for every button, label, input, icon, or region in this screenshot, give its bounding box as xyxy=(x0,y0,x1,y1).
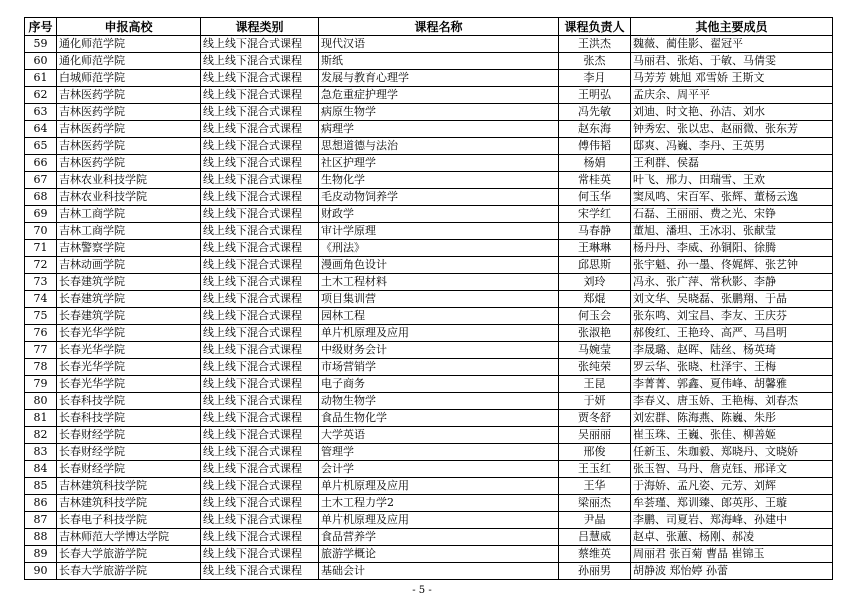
cell-leader: 张杰 xyxy=(559,53,631,70)
cell-school: 长春电子科技学院 xyxy=(57,512,201,529)
cell-category: 线上线下混合式课程 xyxy=(201,104,319,121)
cell-category: 线上线下混合式课程 xyxy=(201,427,319,444)
cell-category: 线上线下混合式课程 xyxy=(201,189,319,206)
table-row xyxy=(25,257,833,274)
cell-course: 《刑法》 xyxy=(319,240,559,257)
cell-leader: 李月 xyxy=(559,70,631,87)
cell-no: 83 xyxy=(25,444,57,461)
cell-category: 线上线下混合式课程 xyxy=(201,410,319,427)
cell-leader: 尹晶 xyxy=(559,512,631,529)
cell-course: 大学英语 xyxy=(319,427,559,444)
cell-course: 单片机原理及应用 xyxy=(319,325,559,342)
cell-leader: 梁丽杰 xyxy=(559,495,631,512)
cell-no: 84 xyxy=(25,461,57,478)
cell-members: 任新玉、朱珈毅、郑晓丹、文晓娇 xyxy=(631,444,833,461)
cell-members: 杨丹丹、李威、孙铜阳、徐腾 xyxy=(631,240,833,257)
table-row xyxy=(25,53,833,70)
cell-course: 病理学 xyxy=(319,121,559,138)
cell-members: 李鹏、司夏岩、郑海峰、孙建中 xyxy=(631,512,833,529)
cell-members: 胡静波 郑怡婷 孙蕾 xyxy=(631,563,833,580)
cell-category: 线上线下混合式课程 xyxy=(201,121,319,138)
cell-leader: 王华 xyxy=(559,478,631,495)
cell-category: 线上线下混合式课程 xyxy=(201,257,319,274)
cell-school: 吉林农业科技学院 xyxy=(57,172,201,189)
table-row xyxy=(25,291,833,308)
cell-course: 现代汉语 xyxy=(319,36,559,53)
cell-category: 线上线下混合式课程 xyxy=(201,87,319,104)
cell-category: 线上线下混合式课程 xyxy=(201,546,319,563)
cell-category: 线上线下混合式课程 xyxy=(201,393,319,410)
table-row xyxy=(25,36,833,53)
cell-course: 病原生物学 xyxy=(319,104,559,121)
cell-leader: 贾冬舒 xyxy=(559,410,631,427)
cell-members: 崔玉珠、王巍、张佳、柳善姬 xyxy=(631,427,833,444)
cell-leader: 王明弘 xyxy=(559,87,631,104)
cell-category: 线上线下混合式课程 xyxy=(201,376,319,393)
cell-leader: 王昆 xyxy=(559,376,631,393)
cell-course: 食品营养学 xyxy=(319,529,559,546)
cell-category: 线上线下混合式课程 xyxy=(201,206,319,223)
cell-leader: 常桂英 xyxy=(559,172,631,189)
cell-school: 长春科技学院 xyxy=(57,393,201,410)
cell-school: 长春财经学院 xyxy=(57,444,201,461)
table-row xyxy=(25,495,833,512)
cell-school: 长春建筑学院 xyxy=(57,308,201,325)
cell-course: 旅游学概论 xyxy=(319,546,559,563)
table-row xyxy=(25,529,833,546)
cell-school: 通化师范学院 xyxy=(57,53,201,70)
table-row xyxy=(25,342,833,359)
cell-no: 61 xyxy=(25,70,57,87)
cell-no: 65 xyxy=(25,138,57,155)
cell-course: 斯纸 xyxy=(319,53,559,70)
cell-members: 牟荟瑾、郑训臻、郎英彤、王璇 xyxy=(631,495,833,512)
cell-members: 刘宏群、陈海燕、陈巍、朱彤 xyxy=(631,410,833,427)
cell-no: 87 xyxy=(25,512,57,529)
cell-leader: 吴丽丽 xyxy=(559,427,631,444)
cell-school: 吉林农业科技学院 xyxy=(57,189,201,206)
cell-category: 线上线下混合式课程 xyxy=(201,529,319,546)
cell-school: 长春光华学院 xyxy=(57,325,201,342)
cell-category: 线上线下混合式课程 xyxy=(201,155,319,172)
cell-school: 吉林建筑科技学院 xyxy=(57,495,201,512)
cell-no: 80 xyxy=(25,393,57,410)
cell-course: 中级财务会计 xyxy=(319,342,559,359)
cell-category: 线上线下混合式课程 xyxy=(201,478,319,495)
cell-school: 白城师范学院 xyxy=(57,70,201,87)
cell-course: 财政学 xyxy=(319,206,559,223)
cell-course: 园林工程 xyxy=(319,308,559,325)
cell-category: 线上线下混合式课程 xyxy=(201,53,319,70)
cell-leader: 王洪杰 xyxy=(559,36,631,53)
table-row xyxy=(25,563,833,580)
cell-category: 线上线下混合式课程 xyxy=(201,563,319,580)
header-row xyxy=(25,18,833,36)
cell-no: 63 xyxy=(25,104,57,121)
cell-school: 吉林医药学院 xyxy=(57,155,201,172)
cell-no: 90 xyxy=(25,563,57,580)
cell-members: 董旭、潘坦、王冰羽、张献莹 xyxy=(631,223,833,240)
cell-school: 长春财经学院 xyxy=(57,427,201,444)
table-row xyxy=(25,87,833,104)
table-row xyxy=(25,546,833,563)
header-school: 申报高校 xyxy=(57,18,201,36)
cell-members: 郝俊红、王艳玲、高严、马昌明 xyxy=(631,325,833,342)
cell-members: 赵卓、张蕙、杨刚、郝凌 xyxy=(631,529,833,546)
cell-leader: 郑焜 xyxy=(559,291,631,308)
cell-school: 长春光华学院 xyxy=(57,359,201,376)
cell-course: 基础会计 xyxy=(319,563,559,580)
cell-school: 吉林工商学院 xyxy=(57,223,201,240)
cell-members: 石磊、王丽丽、费之光、宋铮 xyxy=(631,206,833,223)
table-row xyxy=(25,223,833,240)
cell-members: 张宇魁、孙一墨、佟娓辉、张艺钟 xyxy=(631,257,833,274)
cell-members: 刘迪、时文艳、孙洁、刘水 xyxy=(631,104,833,121)
cell-no: 75 xyxy=(25,308,57,325)
cell-no: 70 xyxy=(25,223,57,240)
cell-school: 吉林工商学院 xyxy=(57,206,201,223)
cell-category: 线上线下混合式课程 xyxy=(201,291,319,308)
cell-no: 60 xyxy=(25,53,57,70)
cell-school: 吉林警察学院 xyxy=(57,240,201,257)
cell-course: 食品生物化学 xyxy=(319,410,559,427)
cell-school: 长春建筑学院 xyxy=(57,291,201,308)
cell-category: 线上线下混合式课程 xyxy=(201,70,319,87)
cell-members: 罗云华、张晓、杜泽宇、王梅 xyxy=(631,359,833,376)
cell-school: 吉林动画学院 xyxy=(57,257,201,274)
table-row xyxy=(25,274,833,291)
cell-leader: 冯先敏 xyxy=(559,104,631,121)
cell-school: 长春财经学院 xyxy=(57,461,201,478)
cell-no: 89 xyxy=(25,546,57,563)
cell-members: 周丽君 张百菊 曹晶 崔锦玉 xyxy=(631,546,833,563)
cell-members: 钟秀宏、张以忠、赵丽微、张东芳 xyxy=(631,121,833,138)
cell-no: 82 xyxy=(25,427,57,444)
cell-category: 线上线下混合式课程 xyxy=(201,444,319,461)
table-row xyxy=(25,308,833,325)
cell-leader: 张纯荣 xyxy=(559,359,631,376)
course-table xyxy=(24,17,833,580)
cell-course: 思想道德与法治 xyxy=(319,138,559,155)
table-row xyxy=(25,478,833,495)
cell-course: 管理学 xyxy=(319,444,559,461)
table-row xyxy=(25,512,833,529)
header-leader: 课程负责人 xyxy=(559,18,631,36)
cell-members: 张玉智、马丹、詹克钰、邢译文 xyxy=(631,461,833,478)
table-row xyxy=(25,376,833,393)
cell-course: 动物生物学 xyxy=(319,393,559,410)
cell-school: 吉林医药学院 xyxy=(57,121,201,138)
cell-no: 66 xyxy=(25,155,57,172)
cell-leader: 刘玲 xyxy=(559,274,631,291)
table-row xyxy=(25,121,833,138)
header-category: 课程类别 xyxy=(201,18,319,36)
cell-no: 64 xyxy=(25,121,57,138)
cell-leader: 傅伟韬 xyxy=(559,138,631,155)
cell-members: 李菁菁、郭鑫、夏伟峰、胡馨雅 xyxy=(631,376,833,393)
cell-no: 81 xyxy=(25,410,57,427)
cell-category: 线上线下混合式课程 xyxy=(201,138,319,155)
cell-members: 叶飞、邢力、田瑞雪、王欢 xyxy=(631,172,833,189)
cell-school: 长春建筑学院 xyxy=(57,274,201,291)
table-row xyxy=(25,70,833,87)
table-row xyxy=(25,104,833,121)
cell-school: 吉林医药学院 xyxy=(57,87,201,104)
cell-no: 68 xyxy=(25,189,57,206)
cell-course: 漫画角色设计 xyxy=(319,257,559,274)
cell-school: 吉林医药学院 xyxy=(57,138,201,155)
cell-leader: 赵东海 xyxy=(559,121,631,138)
table-row xyxy=(25,172,833,189)
cell-leader: 王琳琳 xyxy=(559,240,631,257)
cell-school: 长春光华学院 xyxy=(57,342,201,359)
cell-members: 马丽君、张焰、于敏、马倩雯 xyxy=(631,53,833,70)
table-row xyxy=(25,461,833,478)
cell-members: 刘文华、吴晓磊、张鹏翔、于晶 xyxy=(631,291,833,308)
cell-members: 马芳芳 姚旭 邓雪娇 王斯文 xyxy=(631,70,833,87)
cell-course: 土木工程材料 xyxy=(319,274,559,291)
cell-school: 长春光华学院 xyxy=(57,376,201,393)
cell-category: 线上线下混合式课程 xyxy=(201,36,319,53)
cell-members: 李春义、唐玉娇、王艳梅、刘春杰 xyxy=(631,393,833,410)
cell-category: 线上线下混合式课程 xyxy=(201,461,319,478)
cell-category: 线上线下混合式课程 xyxy=(201,308,319,325)
page-number: - 5 - xyxy=(412,585,432,596)
cell-leader: 何玉华 xyxy=(559,189,631,206)
cell-category: 线上线下混合式课程 xyxy=(201,359,319,376)
cell-leader: 宋学红 xyxy=(559,206,631,223)
cell-no: 86 xyxy=(25,495,57,512)
cell-no: 76 xyxy=(25,325,57,342)
cell-members: 邸爽、冯巍、李丹、王英男 xyxy=(631,138,833,155)
cell-no: 85 xyxy=(25,478,57,495)
table-body xyxy=(25,36,833,580)
table-row xyxy=(25,206,833,223)
cell-category: 线上线下混合式课程 xyxy=(201,512,319,529)
cell-leader: 马婉莹 xyxy=(559,342,631,359)
cell-members: 于海娇、孟凡姿、元芳、刘辉 xyxy=(631,478,833,495)
cell-no: 71 xyxy=(25,240,57,257)
cell-no: 67 xyxy=(25,172,57,189)
cell-course: 审计学原理 xyxy=(319,223,559,240)
cell-course: 土木工程力学2 xyxy=(319,495,559,512)
cell-no: 79 xyxy=(25,376,57,393)
cell-school: 长春大学旅游学院 xyxy=(57,563,201,580)
cell-category: 线上线下混合式课程 xyxy=(201,325,319,342)
table-row xyxy=(25,189,833,206)
cell-course: 生物化学 xyxy=(319,172,559,189)
cell-no: 72 xyxy=(25,257,57,274)
table-row xyxy=(25,427,833,444)
cell-school: 长春大学旅游学院 xyxy=(57,546,201,563)
cell-course: 单片机原理及应用 xyxy=(319,478,559,495)
cell-members: 孟庆余、周平平 xyxy=(631,87,833,104)
cell-course: 会计学 xyxy=(319,461,559,478)
cell-members: 魏薇、蔺佳影、翟冠平 xyxy=(631,36,833,53)
cell-members: 王利群、侯磊 xyxy=(631,155,833,172)
header-members: 其他主要成员 xyxy=(631,18,833,36)
cell-leader: 邱思斯 xyxy=(559,257,631,274)
cell-category: 线上线下混合式课程 xyxy=(201,342,319,359)
cell-no: 59 xyxy=(25,36,57,53)
cell-course: 电子商务 xyxy=(319,376,559,393)
table-row xyxy=(25,359,833,376)
cell-course: 发展与教育心理学 xyxy=(319,70,559,87)
cell-school: 吉林建筑科技学院 xyxy=(57,478,201,495)
cell-leader: 王玉红 xyxy=(559,461,631,478)
cell-leader: 蔡维英 xyxy=(559,546,631,563)
cell-leader: 何玉会 xyxy=(559,308,631,325)
cell-members: 李晟璐、赵晖、陆丝、杨英琦 xyxy=(631,342,833,359)
cell-school: 通化师范学院 xyxy=(57,36,201,53)
cell-course: 急危重症护理学 xyxy=(319,87,559,104)
cell-leader: 张淑艳 xyxy=(559,325,631,342)
cell-no: 69 xyxy=(25,206,57,223)
table-row xyxy=(25,240,833,257)
cell-members: 窦凤鸣、宋百军、张辉、董杨云逸 xyxy=(631,189,833,206)
cell-course: 项目集训营 xyxy=(319,291,559,308)
cell-no: 73 xyxy=(25,274,57,291)
cell-leader: 邢俊 xyxy=(559,444,631,461)
cell-members: 张东鸣、刘宝昌、李友、王庆芬 xyxy=(631,308,833,325)
cell-category: 线上线下混合式课程 xyxy=(201,223,319,240)
cell-course: 单片机原理及应用 xyxy=(319,512,559,529)
table-row xyxy=(25,444,833,461)
cell-no: 88 xyxy=(25,529,57,546)
cell-course: 毛皮动物饲养学 xyxy=(319,189,559,206)
header-no: 序号 xyxy=(25,18,57,36)
cell-no: 74 xyxy=(25,291,57,308)
cell-no: 62 xyxy=(25,87,57,104)
cell-course: 社区护理学 xyxy=(319,155,559,172)
cell-leader: 杨娟 xyxy=(559,155,631,172)
cell-no: 78 xyxy=(25,359,57,376)
cell-school: 吉林师范大学博达学院 xyxy=(57,529,201,546)
cell-leader: 于妍 xyxy=(559,393,631,410)
cell-category: 线上线下混合式课程 xyxy=(201,172,319,189)
cell-category: 线上线下混合式课程 xyxy=(201,240,319,257)
cell-leader: 马春静 xyxy=(559,223,631,240)
table-row xyxy=(25,410,833,427)
cell-school: 吉林医药学院 xyxy=(57,104,201,121)
cell-category: 线上线下混合式课程 xyxy=(201,495,319,512)
cell-category: 线上线下混合式课程 xyxy=(201,274,319,291)
cell-leader: 孙丽男 xyxy=(559,563,631,580)
table-row xyxy=(25,138,833,155)
table-row xyxy=(25,155,833,172)
table-row xyxy=(25,393,833,410)
table-row xyxy=(25,325,833,342)
cell-school: 长春科技学院 xyxy=(57,410,201,427)
cell-members: 冯永、张广萍、常秋影、李静 xyxy=(631,274,833,291)
header-course: 课程名称 xyxy=(319,18,559,36)
cell-course: 市场营销学 xyxy=(319,359,559,376)
cell-no: 77 xyxy=(25,342,57,359)
cell-leader: 吕慧威 xyxy=(559,529,631,546)
